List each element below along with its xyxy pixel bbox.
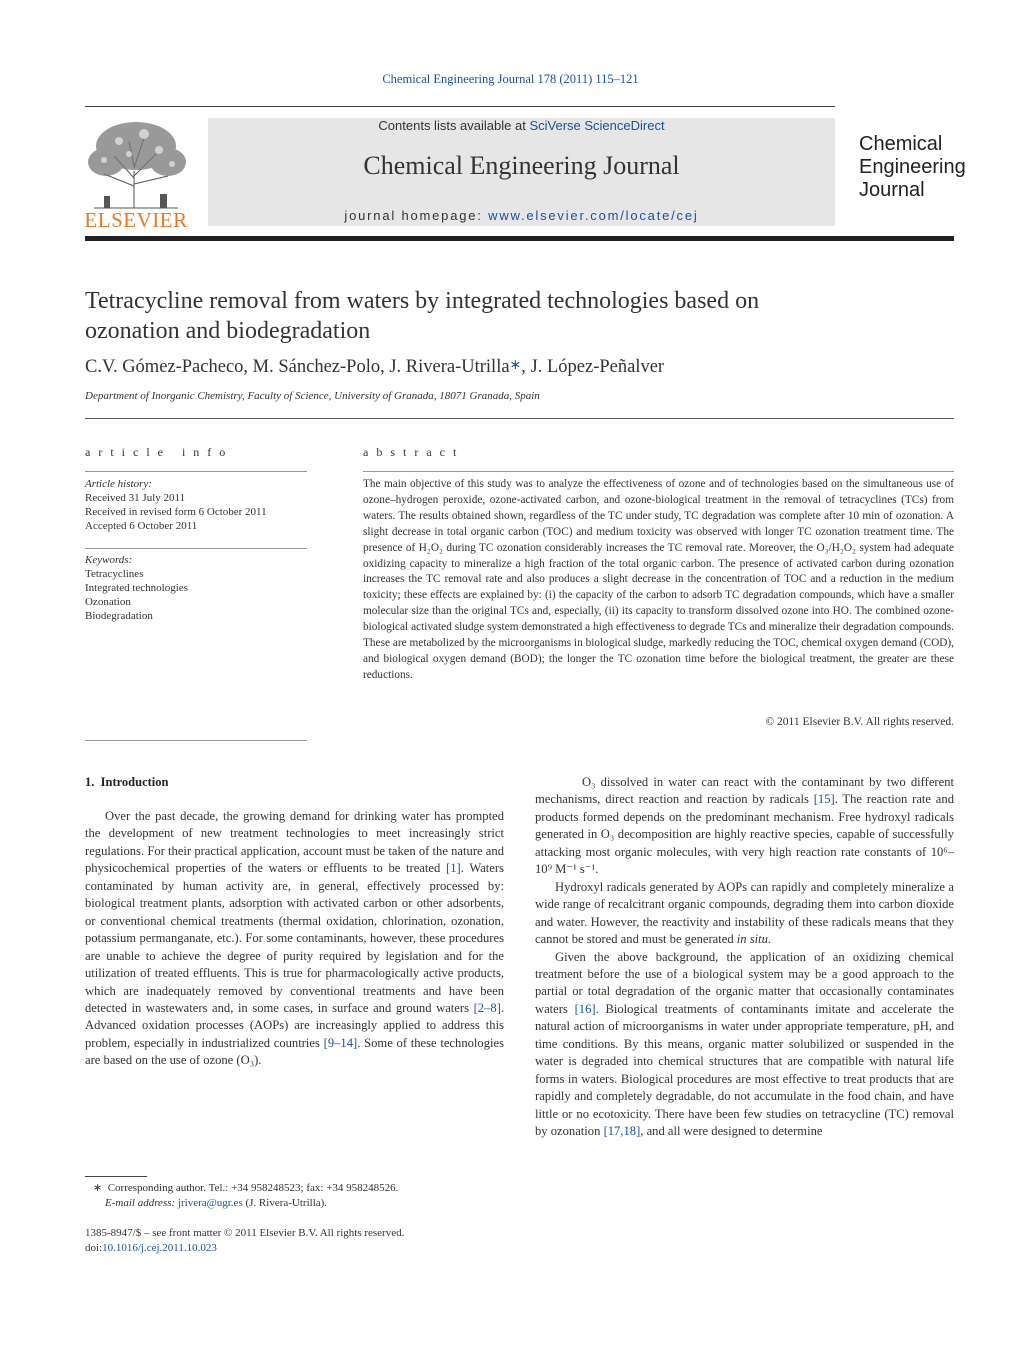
masthead-panel: [208, 118, 835, 226]
sciencedirect-link[interactable]: SciVerse ScienceDirect: [529, 118, 665, 133]
authors-main: C.V. Gómez-Pacheco, M. Sánchez-Polo, J. Rivera-Utrilla: [85, 357, 510, 377]
corresponding-author-mark[interactable]: ∗: [509, 358, 522, 373]
body-text: .: [767, 932, 772, 947]
body-text: . The reaction rate and products formed depends on the predominant mechanism. Free hydroxyl radicals generated in O₃ decomposition are highly reactive species, capable of successfully attacking most organic molecules, with very high reaction rate constants of 10⁶–10⁹ M⁻¹ s⁻¹.: [535, 792, 954, 877]
received-date: Received 31 July 2011: [85, 492, 186, 504]
authors-last: , J. López-Peñalver: [521, 357, 665, 377]
footnote-rule: [85, 1176, 147, 1177]
body-text: . Biological treatments of contaminants imitate and accelerate the natural action of microorganisms in water under appropriate temperature, pH, and time conditions. By this means, organic matter solubilized or suspended in the water is degraded into chemical structures that are compatible with natural life forms in waters. Biological procedures are most effective to treat products that are rapidly and completely degradable, do not accumulate in the food chain, and have little or no ecotoxicity. There have been few studies on tetracycline (TC) removal by ozonation: [535, 1001, 954, 1139]
affiliation-rule: [85, 418, 954, 419]
footnote-email: [93, 1196, 513, 1211]
journal-title: Chemical Engineering Journal: [363, 151, 680, 180]
keyword: Biodegradation: [85, 610, 153, 622]
email-name: (J. Rivera-Utrilla).: [245, 1197, 328, 1209]
article-title: [85, 286, 965, 346]
masthead-thick-rule: [85, 236, 954, 241]
formula-h2o2: H₂O₂: [418, 541, 443, 554]
doi-prefix: doi:: [85, 1242, 103, 1254]
keyword: Integrated technologies: [85, 582, 188, 594]
abstract-part-3: system had adequate oxidizing capacity to mineralize a high fraction of the total organic carbon. The presence of activated carbon during ozonation increases the TC removal rate and also produces a slight decrease in the concentration of TOC and a reduction in the medium toxicity; these effects are explained by: (i) the capacity of the carbon to adsorb TC degradation compounds, which have a smaller molecular size than the original TCs and, especially, (ii) its capacity to transform dissolved ozone into HO. The combined ozone-biological activated sludge system demonstrated a high effectiveness to degrade TCs and mineralize their degradation compounds. These are metabolized by the microorganisms in biological sludge, markedly reducing the TOC, chemical oxygen demand (COD), and biological oxygen demand (BOD); the longer the TC ozonation time before the biological treatment, the greater are these reductions.: [363, 541, 954, 681]
article-info-rule: [85, 471, 307, 472]
article-info-heading: a r t i c l e i n f o: [85, 445, 228, 459]
paragraph: [535, 879, 954, 949]
intro-text: . Some of these technologies are based on the use of ozone (O₃).: [85, 1035, 504, 1068]
abstract-text: [363, 477, 954, 684]
citation-link[interactable]: [15]: [813, 792, 835, 807]
homepage-prefix: journal homepage:: [344, 208, 483, 223]
italic-term: in situ: [736, 932, 768, 947]
intro-text: . Waters contaminated by human activity are, in general, effectively processed by: biological treatment plants, adsorption with activated carbon or other adsorbents, or conventional chemical treatments (thermal oxidation, chlorination, ozonation, potassium permanganate, etc.). For some contaminants, however, these procedures are unable to achieve the degree of purity required by legislation and for the utilization of treated effluents. This is true for pharmacologically active products, which are inadequately removed by conventional treatments and have been detected in wastewaters and, in some cases, in surface and ground waters: [85, 861, 504, 1015]
cover-logo-line1: Chemical: [859, 133, 943, 155]
paragraph: [535, 949, 954, 1141]
footnote: [93, 1181, 513, 1211]
intro-text: Over the past decade, the growing demand for drinking water has prompted the development of new treatment technologies to meet increasingly strict regulations. For their practical application, account must be taken of the nature and physicochemical properties of the waters or effluents to be treated: [85, 809, 504, 876]
affiliation: Department of Inorganic Chemistry, Faculty of Science, University of Granada, 18071 Granada, Spain: [85, 390, 540, 402]
email-label: E-mail address:: [105, 1197, 176, 1209]
citation-link[interactable]: [9–14]: [323, 1035, 358, 1050]
title-line-2: ozonation and biodegradation: [85, 318, 371, 344]
citation-link[interactable]: [1]: [446, 861, 461, 876]
cover-logo-line3: Journal: [859, 179, 925, 201]
header-rule: [85, 106, 835, 107]
running-header[interactable]: Chemical Engineering Journal 178 (2011) 115–121: [382, 72, 639, 86]
doi-line: [85, 1241, 404, 1256]
footnote-corresponding: [93, 1181, 513, 1196]
cover-logo-line2: Engineering: [859, 156, 966, 178]
elsevier-wordmark: ELSEVIER: [84, 208, 188, 232]
email-link[interactable]: jrivera@ugr.es: [177, 1197, 243, 1209]
abstract-copyright: © 2011 Elsevier B.V. All rights reserved.: [765, 716, 954, 728]
citation-link[interactable]: [17,18]: [603, 1124, 641, 1139]
revised-date: Received in revised form 6 October 2011: [85, 506, 267, 518]
keyword: Ozonation: [85, 596, 131, 608]
right-column-text: [535, 774, 954, 1141]
title-line-1: Tetracycline removal from waters by integrated technologies based on: [85, 288, 760, 314]
article-history: [85, 477, 307, 533]
keywords-rule: [85, 548, 307, 549]
intro-text: . Advanced oxidation processes (AOPs) are increasingly applied to address this problem, especially in industrialized countries: [85, 1000, 504, 1050]
paragraph: [535, 774, 954, 879]
abstract-rule: [363, 471, 954, 472]
contents-line: [208, 118, 835, 133]
abstract-part-1: The main objective of this study was to analyze the effectiveness of ozone and of technologies based on the simultaneous use of ozone–hydrogen peroxide, ozone-activated carbon, and ozone-biological treatment in the removal of tetracyclines (TCs) from waters. The results obtained shown, regardless of the TC under study, TC degradation was complete after 10 min of ozonation. A slight decrease in total organic carbon (TOC) and medium toxicity was observed with longer TC ozonation treatment time. The presence of: [363, 478, 954, 554]
homepage-link[interactable]: www.elsevier.com/locate/cej: [488, 208, 699, 223]
body-text: Given the above background, the application of an oxidizing chemical treatment before the use of a biological system may be a good approach to the partial or total degradation of the organic matter that occasionally contaminates waters: [535, 949, 954, 1016]
elsevier-logo[interactable]: [84, 116, 188, 232]
issn-line: 1385-8947/$ – see front matter © 2011 Elsevier B.V. All rights reserved.: [85, 1227, 405, 1239]
section-heading-introduction: 1. Introduction: [85, 775, 169, 789]
citation-link[interactable]: [16]: [574, 1001, 596, 1016]
keywords-block: [85, 553, 307, 623]
body-text: , and all were designed to determine: [640, 1124, 823, 1139]
contents-prefix: Contents lists available at: [378, 118, 526, 133]
history-label: Article history:: [85, 478, 152, 490]
doi-link[interactable]: 10.1016/j.cej.2011.10.023: [102, 1242, 217, 1254]
homepage-line: [208, 208, 835, 223]
abstract-part-2: during TC ozonation considerably increases the TC removal rate. Moreover, the: [442, 541, 817, 554]
keywords-label: Keywords:: [85, 554, 133, 566]
abstract-heading: a b s t r a c t: [363, 445, 459, 459]
intro-paragraph: [85, 808, 504, 1070]
footnote-corresponding-text: Corresponding author. Tel.: +34 958248523; fax: +34 958248526.: [107, 1182, 399, 1194]
formula-o3-h2o2: O₃/H₂O₂: [816, 541, 856, 554]
footnote-mark: ∗: [93, 1182, 103, 1194]
keyword: Tetracyclines: [85, 568, 144, 580]
citation-link[interactable]: [2–8]: [473, 1000, 501, 1015]
accepted-date: Accepted 6 October 2011: [85, 520, 198, 532]
article-info-bottom-rule: [85, 740, 307, 741]
authors: [85, 357, 664, 378]
footer: [85, 1226, 404, 1256]
body-text: O₃ dissolved in water can react with the contaminant by two different mechanisms, direct reaction and reaction by radicals: [535, 775, 954, 807]
journal-cover-logo: [859, 133, 966, 202]
elsevier-tree-icon: [84, 116, 188, 212]
body-text: Hydroxyl radicals generated by AOPs can rapidly and completely mineralize a wide range of recalcitrant organic compounds, degrading them into carbon dioxide and water. However, the reactivity and instability of these radicals means that they cannot be stored and must be generated: [535, 879, 954, 947]
